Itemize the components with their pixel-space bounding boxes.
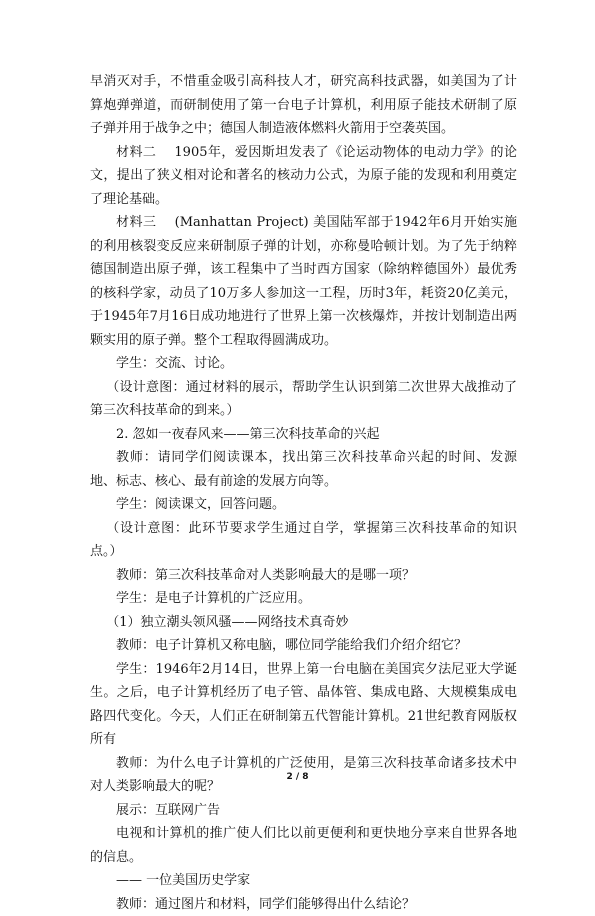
section-heading-2: 2. 忽如一夜春风来——第三次科技革命的兴起 xyxy=(90,423,517,447)
page-number: 2 / 8 xyxy=(0,772,595,782)
paragraph-design-intent-2: （设计意图：此环节要求学生通过自学，掌握第三次科技革命的知识点。） xyxy=(90,517,517,564)
paragraph-teacher-conclusion: 教师：通过图片和材料，同学们能够得出什么结论？ xyxy=(90,893,517,916)
paragraph-teacher-computer: 教师：电子计算机又称电脑，哪位同学能给我们介绍介绍它？ xyxy=(90,634,517,658)
paragraph-quote: 电视和计算机的推广使人们比以前更便利和更快地分享来自世界各地的信息。 xyxy=(90,822,517,869)
paragraph-teacher-why: 教师：为什么电子计算机的广泛使用，是第三次科技革命诸多技术中对人类影响最大的呢？ xyxy=(90,752,517,799)
paragraph-continuation: 早消灭对手，不惜重金吸引高科技人才，研究高科技武器，如美国为了计算炮弹弹道，而研制使用了第一台电子计算机，利用原子能技术研制了原子弹并用于战争之中；德国人制造液体燃料火箭用于空袭英国。 xyxy=(90,70,517,141)
document-body xyxy=(90,70,517,916)
paragraph-student-read: 学生：阅读课文，回答问题。 xyxy=(90,493,517,517)
paragraph-teacher-read: 教师：请同学们阅读课本，找出第三次科技革命兴起的时间、发源地、标志、核心、最有前途的发展方向等。 xyxy=(90,446,517,493)
paragraph-student-answer: 学生：是电子计算机的广泛应用。 xyxy=(90,587,517,611)
paragraph-student-computer: 学生：1946年2月14日，世界上第一台电脑在美国宾夕法尼亚大学诞生。之后，电子计算机经历了电子管、晶体管、集成电路、大规模集成电路四代变化。今天，人们正在研制第五代智能计算机。21世纪教育网版权所有 xyxy=(90,658,517,752)
paragraph-design-intent-1: （设计意图：通过材料的展示，帮助学生认识到第二次世界大战推动了第三次科技革命的到来。） xyxy=(90,376,517,423)
paragraph-teacher-question: 教师：第三次科技革命对人类影响最大的是哪一项？ xyxy=(90,564,517,588)
paragraph-material-two: 材料二 1905年，爱因斯坦发表了《论运动物体的电动力学》的论文，提出了狭义相对论和著名的核动力公式，为原子能的发现和利用奠定了理论基础。 xyxy=(90,141,517,212)
paragraph-quote-attribution: —— 一位美国历史学家 xyxy=(90,869,517,893)
paragraph-show-ad: 展示：互联网广告 xyxy=(90,799,517,823)
paragraph-material-three: 材料三 (Manhattan Project) 美国陆军部于1942年6月开始实施的利用核裂变反应来研制原子弹的计划，亦称曼哈顿计划。为了先于纳粹德国制造出原子弹，该工程集中了当时西方国家（除纳粹德国外）最优秀的核科学家，动员了10万多人参加这一工程，历时3年，耗资20亿美元，于1945年7月16日成功地进行了世界上第一次核爆炸，并按计划制造出两颗实用的原子弹。整个工程取得圆满成功。 xyxy=(90,211,517,352)
paragraph-student-discuss: 学生：交流、讨论。 xyxy=(90,352,517,376)
subsection-heading-1: （1）独立潮头领风骚——网络技术真奇妙 xyxy=(90,611,517,635)
